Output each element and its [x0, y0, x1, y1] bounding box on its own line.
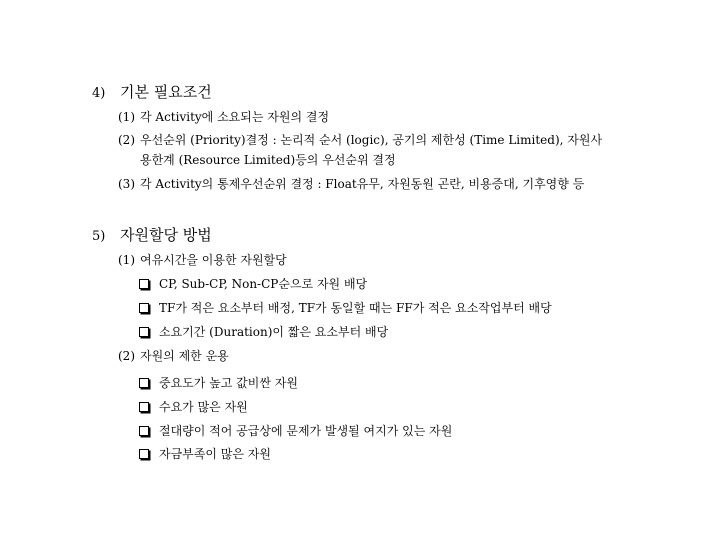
bullet-text: TF가 적은 요소부터 배정, TF가 동일할 때는 FF가 적은 요소작업부터 배당: [159, 301, 552, 315]
list-item: [139, 323, 388, 340]
list-item: [139, 422, 452, 439]
sub-text: 자원의 제한 운용: [140, 349, 229, 363]
list-item: [139, 275, 367, 292]
item-number: (3): [118, 177, 135, 191]
section-5-title: 자원할당 방법: [120, 226, 212, 244]
section-4-item-1: [118, 108, 329, 126]
checkbox-bullet-icon: [139, 327, 149, 337]
item-text: 각 Activity의 통제우선순위 결정 : Float유무, 자원동원 곤란, 비용증대, 기후영향 등: [140, 177, 585, 191]
list-item: [139, 374, 298, 391]
item-text: 각 Activity에 소요되는 자원의 결정: [140, 110, 330, 124]
bullet-text: 중요도가 높고 값비싼 자원: [159, 376, 298, 390]
item-text: 우선순위 (Priority)결정 : 논리적 순서 (logic), 공기의 제한성 (Time Limited), 자원사: [140, 133, 603, 147]
section-4-heading: [92, 81, 212, 102]
bullet-text: 자금부족이 많은 자원: [159, 447, 271, 461]
bullet-text: CP, Sub‐CP, Non‐CP순으로 자원 배당: [159, 277, 368, 291]
section-5-sub-2: [118, 347, 229, 365]
list-item: [139, 398, 248, 415]
sub-number: (1): [118, 253, 135, 267]
section-4-item-2: [118, 131, 602, 149]
checkbox-bullet-icon: [139, 426, 149, 436]
bullet-text: 소요기간 (Duration)이 짧은 요소부터 배당: [159, 325, 389, 339]
sub-text: 여유시간을 이용한 자원할당: [140, 253, 287, 267]
checkbox-bullet-icon: [139, 279, 149, 289]
bullet-text: 절대량이 적어 공급상에 문제가 발생될 여지가 있는 자원: [159, 424, 453, 438]
section-4-title: 기본 필요조건: [120, 83, 212, 101]
section-5-number: 5): [92, 229, 106, 244]
list-item: [139, 445, 271, 462]
section-4-number: 4): [92, 86, 106, 101]
item-number: (2): [118, 133, 135, 147]
bullet-text: 수요가 많은 자원: [159, 400, 248, 414]
sub-number: (2): [118, 349, 135, 363]
list-item: [139, 299, 552, 316]
checkbox-bullet-icon: [139, 449, 149, 459]
section-5-heading: [92, 224, 212, 245]
checkbox-bullet-icon: [139, 402, 149, 412]
section-4-item-2-continuation: 용한계 (Resource Limited)등의 우선순위 결정: [140, 153, 396, 167]
section-5-sub-1: [118, 251, 287, 269]
checkbox-bullet-icon: [139, 303, 149, 313]
section-4-item-3: [118, 175, 584, 193]
item-number: (1): [118, 110, 135, 124]
checkbox-bullet-icon: [139, 378, 149, 388]
